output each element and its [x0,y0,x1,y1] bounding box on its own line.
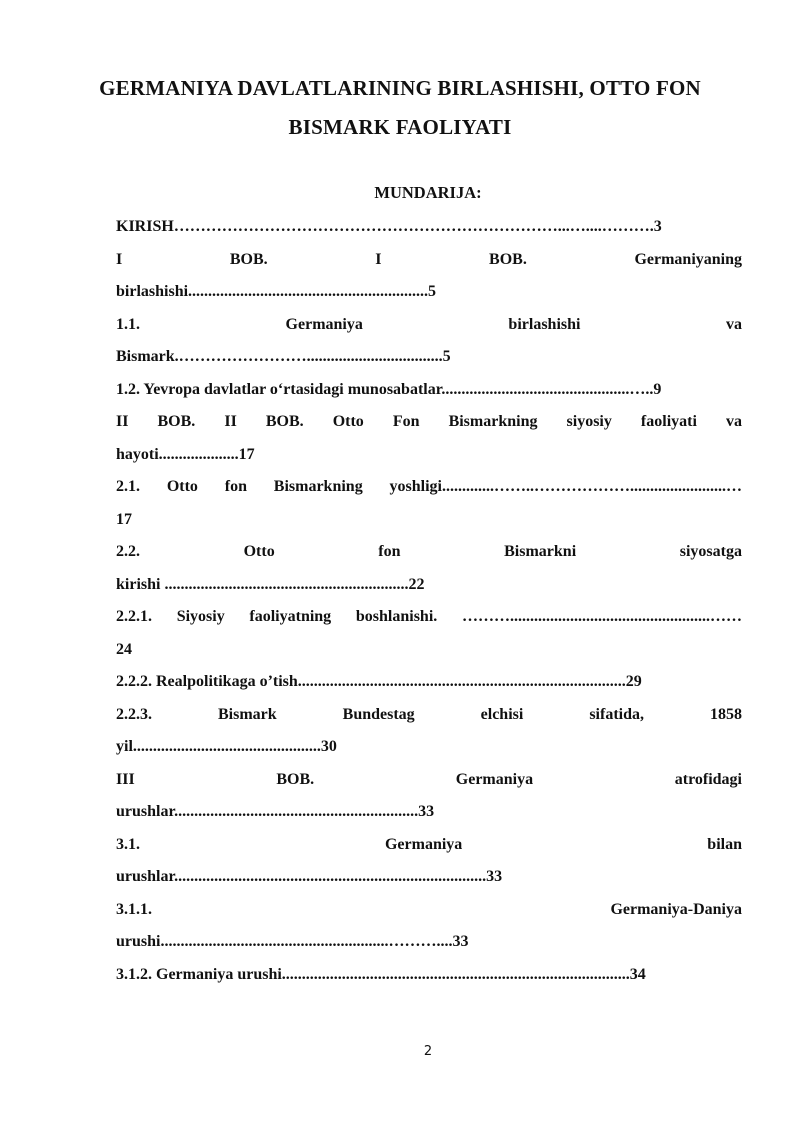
toc-entry-3-1-cont: urushlar..............................................................................33 [116,868,503,885]
toc-word: I [375,250,382,268]
toc-entry-bob2 [116,406,742,439]
toc-word: BOB. [276,770,315,788]
toc-word: 2.2. [116,543,140,560]
toc-entry-2-2-3 [116,699,742,732]
toc-entry-3-1-1 [116,894,742,927]
toc-entry-bob2-cont: hayoti....................17 [116,445,255,463]
toc-entry-bob1-cont: birlashishi............................................................5 [116,283,437,300]
toc-entry-1-1 [116,309,742,342]
toc-word: Otto [166,478,198,495]
toc-word: Bismarkning [273,478,363,495]
toc-word: II [224,413,237,430]
document-title-line-2: BISMARK FAOLIYATI [288,115,512,139]
toc-entry-bob3-cont: urushlar.............................................................33 [116,803,435,820]
toc-heading: MUNDARIJA: [374,183,482,202]
toc-entry-2-2 [116,536,742,569]
toc-word: II [116,413,129,430]
toc-entry-bob1 [116,244,742,277]
toc-word: fon [378,543,401,560]
toc-word: boshlanishi. [355,608,438,625]
toc-word: birlashishi [508,315,581,333]
toc-word: va [725,413,742,430]
toc-word: BOB. [229,250,268,268]
toc-word: yoshligi.............……..………………........................… [389,478,742,495]
toc-entry-2-2-2: 2.2.2. Realpolitikaga o’tish..................................................................................29 [116,673,642,690]
toc-word: faoliyatning [249,608,332,625]
toc-entry-2-1-cont: 17 [116,510,132,528]
toc-word: Germaniyaning [634,250,742,268]
toc-entry-2-2-1-cont: 24 [116,640,132,658]
toc-word: Germaniya [285,315,363,333]
toc-entry-2-2-3-cont: yil...............................................30 [116,738,337,755]
toc-word: Germaniya [455,770,534,788]
toc-word: Germaniya [384,835,463,853]
toc-word: atrofidagi [674,770,742,788]
toc-word: III [116,770,135,788]
toc-word: 2.2.1. [116,608,152,625]
toc-word: faoliyati [640,413,697,430]
toc-word: Bismarkning [448,413,538,430]
toc-word: bilan [707,835,742,853]
toc-word: Siyosiy [176,608,225,625]
toc-entry-2-1 [116,471,742,504]
toc-word: fon [224,478,247,495]
toc-word: Bundestag [342,705,415,723]
toc-entry-3-1-2: 3.1.2. Germaniya urushi.......................................................................................34 [116,965,646,983]
toc-entry-1-2: 1.2. Yevropa davlatlar o‘rtasidagi munosabatlar...............................................…..9 [116,380,662,398]
toc-word: ………..................................................…… [461,608,742,625]
toc-word: siyosiy [566,413,612,430]
toc-entry-3-1-1-cont: urushi.........................................................………....33 [116,933,469,950]
toc-entry-bob3 [116,764,742,797]
toc-word: 3.1. [116,835,140,853]
toc-word: Germaniya-Daniya [610,900,742,918]
toc-word: 1858 [709,705,742,723]
toc-word: Otto [332,413,364,430]
toc-word: 3.1.1. [116,900,152,918]
page-number: 2 [423,1044,433,1059]
toc-word: va [726,315,742,333]
toc-word: Bismarkni [504,543,577,560]
toc-word: BOB. [489,250,527,268]
table-of-contents [116,211,742,991]
toc-entry-2-2-cont: kirishi .............................................................22 [116,575,425,593]
toc-entry-2-2-1 [116,601,742,634]
toc-word: 1.1. [116,315,140,333]
toc-entry-1-1-cont: Bismark.……………………..................................5 [116,348,451,365]
toc-word: sifatida, [589,705,644,723]
toc-word: BOB. [157,413,196,430]
toc-word: I [116,250,123,268]
toc-entry-3-1 [116,829,742,862]
toc-word: 2.2.3. [116,705,152,723]
toc-word: Bismark [217,705,277,723]
toc-word: 2.1. [116,478,140,495]
toc-entry-kirish: KIRISH………………………………………………………………...…....……….3 [116,218,662,235]
document-title-line-1: GERMANIYA DAVLATLARINING BIRLASHISHI, OTTO FON [99,76,701,100]
toc-word: siyosatga [679,543,742,560]
toc-word: Otto [243,543,275,560]
toc-word: Fon [392,413,420,430]
toc-word: BOB. [265,413,304,430]
toc-word: elchisi [480,705,524,723]
